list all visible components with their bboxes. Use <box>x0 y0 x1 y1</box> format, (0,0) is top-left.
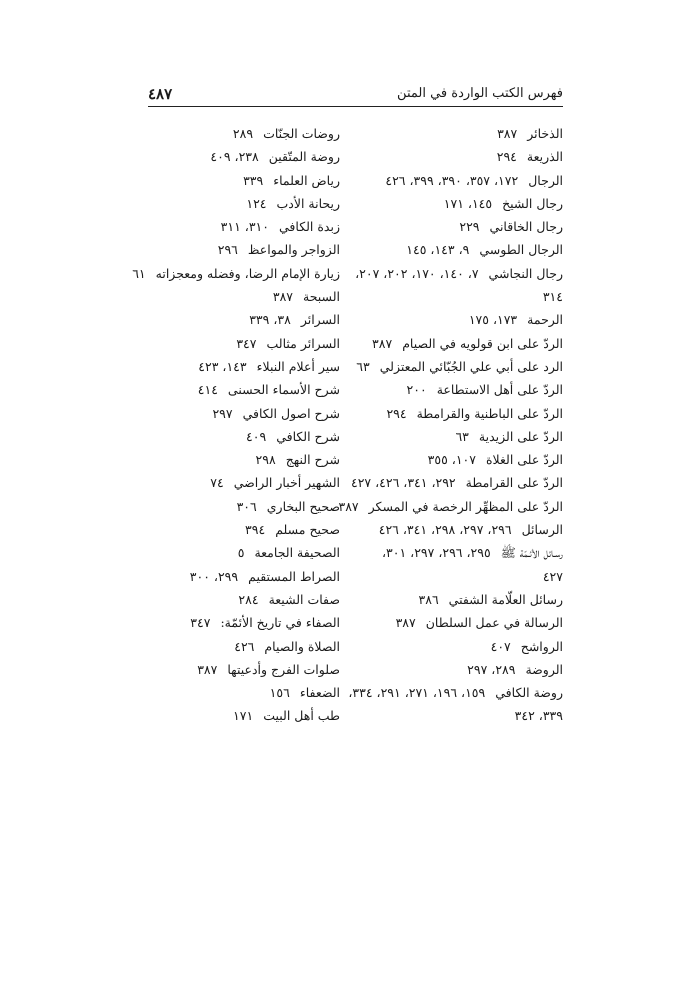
index-entry <box>140 355 340 378</box>
index-entry <box>140 169 340 192</box>
entry-title: الرحمة <box>527 312 563 328</box>
entry-pages: ٢٩٦، ٢٩٧، ٢٩٨، ٣٤١، ٤٢٦ <box>378 522 512 538</box>
entry-pages: ٤٢٧ <box>542 568 563 584</box>
entry-title: شرح اصول الكافي <box>242 405 340 421</box>
entry-pages: ٢٣٨، ٤٠٩ <box>210 149 259 165</box>
entry-title: السرائر <box>300 312 340 328</box>
page-number: ٤٨٧ <box>148 85 173 103</box>
header-title: فهرس الكتب الواردة في المتن <box>397 86 563 101</box>
entry-pages: ٤١٤ <box>197 382 218 398</box>
entry-pages: ٣٤٧ <box>236 335 257 351</box>
entry-pages: ١٧١ <box>233 708 254 724</box>
index-entry <box>348 262 563 285</box>
index-entry <box>348 658 563 681</box>
entry-title: الردّ على أهل الاستطاعة <box>436 382 563 398</box>
entry-title: رسـائل الأئـمّة ﷺ <box>500 545 563 561</box>
entry-title: الصحيفة الجامعة <box>254 545 340 561</box>
entry-pages: ٢٩٨ <box>255 452 276 468</box>
index-entry <box>348 285 563 308</box>
entry-title: رجال النجاشي <box>488 265 563 281</box>
index-entry <box>348 402 563 425</box>
entry-title: زبدة الكافي <box>279 219 340 235</box>
entry-title: الردّ على الغلاة <box>485 452 563 468</box>
index-entry <box>338 495 563 518</box>
index-entry <box>140 448 340 471</box>
entry-pages: ١٤٣، ٤٢٣ <box>198 358 247 374</box>
entry-pages: ٥ <box>237 545 245 561</box>
index-entry <box>140 471 340 494</box>
index-entry <box>348 378 563 401</box>
entry-pages: ٢٩٤ <box>386 405 407 421</box>
entry-pages: ٢٨٩، ٢٩٧ <box>467 661 516 677</box>
entry-pages: ٤٠٩ <box>246 428 267 444</box>
index-entry <box>348 215 563 238</box>
entry-pages: ٣٣٩ <box>243 172 264 188</box>
entry-pages: ٣١٠، ٣١١ <box>220 219 269 235</box>
entry-title: السرائر مثالب <box>266 335 340 351</box>
entry-pages: ٢٩٩، ٣٠٠ <box>189 568 239 584</box>
index-entry <box>348 518 563 541</box>
index-entry <box>348 611 563 634</box>
entry-pages: ٢٩٥، ٢٩٦، ٢٩٧، ٣٠١، <box>381 545 491 561</box>
entry-pages: ٣٨٧ <box>497 126 518 141</box>
index-entry <box>140 425 340 448</box>
entry-title: الرد على أبي علي الجُبّائي المعتزلي <box>379 358 563 374</box>
entry-title: زيارة الإمام الرضا، وفضله ومعجزاته <box>155 265 340 281</box>
index-entry <box>140 122 340 145</box>
entry-title: رياض العلماء <box>273 172 340 188</box>
index-entry <box>140 495 340 518</box>
entry-title: الردّ على الزيدية <box>478 428 563 444</box>
entry-title: صحيح مسلم <box>275 522 340 538</box>
entry-pages: ١٧٣، ١٧٥ <box>468 312 518 328</box>
entry-title: الرواشح <box>520 638 563 654</box>
entry-pages: ١٠٧، ٣٥٥ <box>427 452 476 468</box>
entry-pages: ٩، ١٤٣، ١٤٥ <box>406 242 470 258</box>
entry-title: الشهير أخبار الراضي <box>233 475 340 491</box>
index-entry <box>140 378 340 401</box>
index-entry <box>140 658 340 681</box>
entry-title: طب أهل البيت <box>263 708 340 724</box>
entry-title: الذخائر <box>527 126 563 141</box>
entry-pages: ٣٣٩، ٣٤٢ <box>514 708 563 724</box>
entry-pages: ١٥٦ <box>269 685 290 701</box>
entry-pages: ٣١٤ <box>542 289 563 305</box>
entry-title: الرجال الطوسي <box>479 242 563 258</box>
index-entry <box>140 238 340 261</box>
entry-title: الرسائل <box>521 522 563 538</box>
entry-title: السبحة <box>303 289 340 305</box>
entry-title: صحيح البخاري <box>266 498 340 514</box>
entry-pages: ٣٨، ٣٣٩ <box>249 312 291 328</box>
header-rule <box>148 106 563 107</box>
entry-title: الردّ على القرامطة <box>465 475 563 491</box>
entry-pages: ٤٠٧ <box>490 638 511 654</box>
entry-title: صفات الشيعة <box>268 591 340 607</box>
entry-title: ريحانة الأدب <box>276 195 340 211</box>
index-entry <box>348 588 563 611</box>
entry-title: الردّ على ابن قولويه في الصيام <box>402 335 563 351</box>
entry-pages: ٣٨٦ <box>418 591 439 607</box>
index-entry <box>348 471 563 494</box>
index-entry <box>348 308 563 331</box>
index-entry <box>348 192 563 215</box>
index-entry <box>348 681 563 704</box>
entry-pages: ٢٩٦ <box>217 242 238 258</box>
entry-pages: ٢٩٢، ٣٤١، ٤٢٦، ٤٢٧ <box>350 475 456 491</box>
index-entry <box>348 635 563 658</box>
entry-title: شرح الأسماء الحسنى <box>227 382 340 398</box>
entry-title: رجال الخاقاني <box>489 219 563 235</box>
entry-title: الصراط المستقيم <box>248 568 340 584</box>
entry-title: الزواجر والمواعظ <box>247 242 340 258</box>
entry-pages: ٦١ <box>132 265 146 281</box>
entry-title: الردّ على الباطنية والقرامطة <box>416 405 563 421</box>
entry-title: روضات الجنّات <box>263 126 340 141</box>
index-entry <box>348 122 563 145</box>
entry-title: الصفاء في تاريخ الأئمّة: <box>220 615 340 631</box>
entry-pages: ٢٠٠ <box>406 382 427 398</box>
running-header <box>148 84 563 106</box>
entry-title: صلوات الفرج وأدعيتها <box>227 661 340 677</box>
index-entry <box>140 704 340 727</box>
entry-pages: ٣٠٦ <box>236 498 257 514</box>
entry-title: الصلاة والصيام <box>264 638 340 654</box>
entry-title: الرجال <box>528 172 563 188</box>
index-entry <box>140 518 340 541</box>
entry-pages: ٤٢٦ <box>234 638 255 654</box>
entry-pages: ٢٩٧ <box>212 405 233 421</box>
index-entry <box>132 262 340 285</box>
index-entry <box>140 332 340 355</box>
entry-pages: ٣٤٧ <box>190 615 211 631</box>
index-entry <box>348 448 563 471</box>
index-entry <box>348 145 563 168</box>
entry-pages: ٢٩٤ <box>496 149 517 165</box>
entry-pages: ٣٨٧ <box>272 289 294 305</box>
index-entry <box>348 332 563 355</box>
entry-title: الضعفاء <box>299 685 340 701</box>
entry-pages: ١٢٤ <box>246 195 267 211</box>
entry-pages: ٣٨٧ <box>338 498 359 514</box>
index-entry <box>140 541 340 564</box>
index-entry <box>348 169 563 192</box>
index-entry <box>348 355 563 378</box>
entry-title: شرح الكافي <box>276 428 340 444</box>
entry-pages: ٧٤ <box>210 475 224 491</box>
entry-pages: ٣٩٤ <box>245 522 266 538</box>
entry-pages: ١٥٩، ١٩٦، ٢٧١، ٢٩١، ٣٣٤، <box>348 685 486 701</box>
index-entry <box>140 402 340 425</box>
entry-title: الذريعة <box>526 149 563 165</box>
index-entry <box>348 565 563 588</box>
entry-title: الروضة <box>525 661 563 677</box>
entry-pages: ٦٣ <box>455 428 469 444</box>
index-entry <box>140 145 340 168</box>
entry-title: روضة المتّقين <box>268 149 340 165</box>
index-entry <box>140 192 340 215</box>
entry-pages: ٢٨٤ <box>238 591 259 607</box>
index-entry <box>140 215 340 238</box>
entry-title: الردّ على المظهِّر الرخصة في المسكر <box>368 498 563 514</box>
entry-pages: ٣٨٧ <box>372 335 393 351</box>
entry-title: سير أعلام النبلاء <box>256 358 340 374</box>
index-entry <box>140 681 340 704</box>
index-entry <box>140 635 340 658</box>
entry-pages: ٢٨٩ <box>232 126 254 141</box>
index-entry <box>140 308 340 331</box>
entry-pages: ١٤٥، ١٧١ <box>443 195 493 211</box>
entry-title: الرسالة في عمل السلطان <box>425 615 563 631</box>
entry-title: شرح النهج <box>285 452 340 468</box>
entry-pages: ٣٨٧ <box>197 661 218 677</box>
index-column-right <box>338 122 563 728</box>
entry-title: رسائل العلّامة الشفتي <box>448 591 563 607</box>
index-entry <box>140 565 340 588</box>
index-entry <box>140 285 340 308</box>
index-entry <box>348 425 563 448</box>
entry-pages: ٢٢٩ <box>459 219 480 235</box>
index-entry <box>348 238 563 261</box>
index-entry <box>140 588 340 611</box>
entry-title: رجال الشيخ <box>502 195 563 211</box>
index-entry <box>348 704 563 727</box>
entry-pages: ٣٨٧ <box>395 615 416 631</box>
entry-title: روضة الكافي <box>495 685 563 701</box>
index-entry <box>348 541 563 564</box>
entry-pages: ٦٣ <box>356 358 370 374</box>
entry-pages: ١٧٢، ٣٥٧، ٣٩٠، ٣٩٩، ٤٢٦ <box>385 172 519 188</box>
entry-pages: ٧، ١٤٠، ١٧٠، ٢٠٢، ٢٠٧، <box>355 265 479 281</box>
index-entry <box>140 611 340 634</box>
index-column-left <box>132 122 340 728</box>
